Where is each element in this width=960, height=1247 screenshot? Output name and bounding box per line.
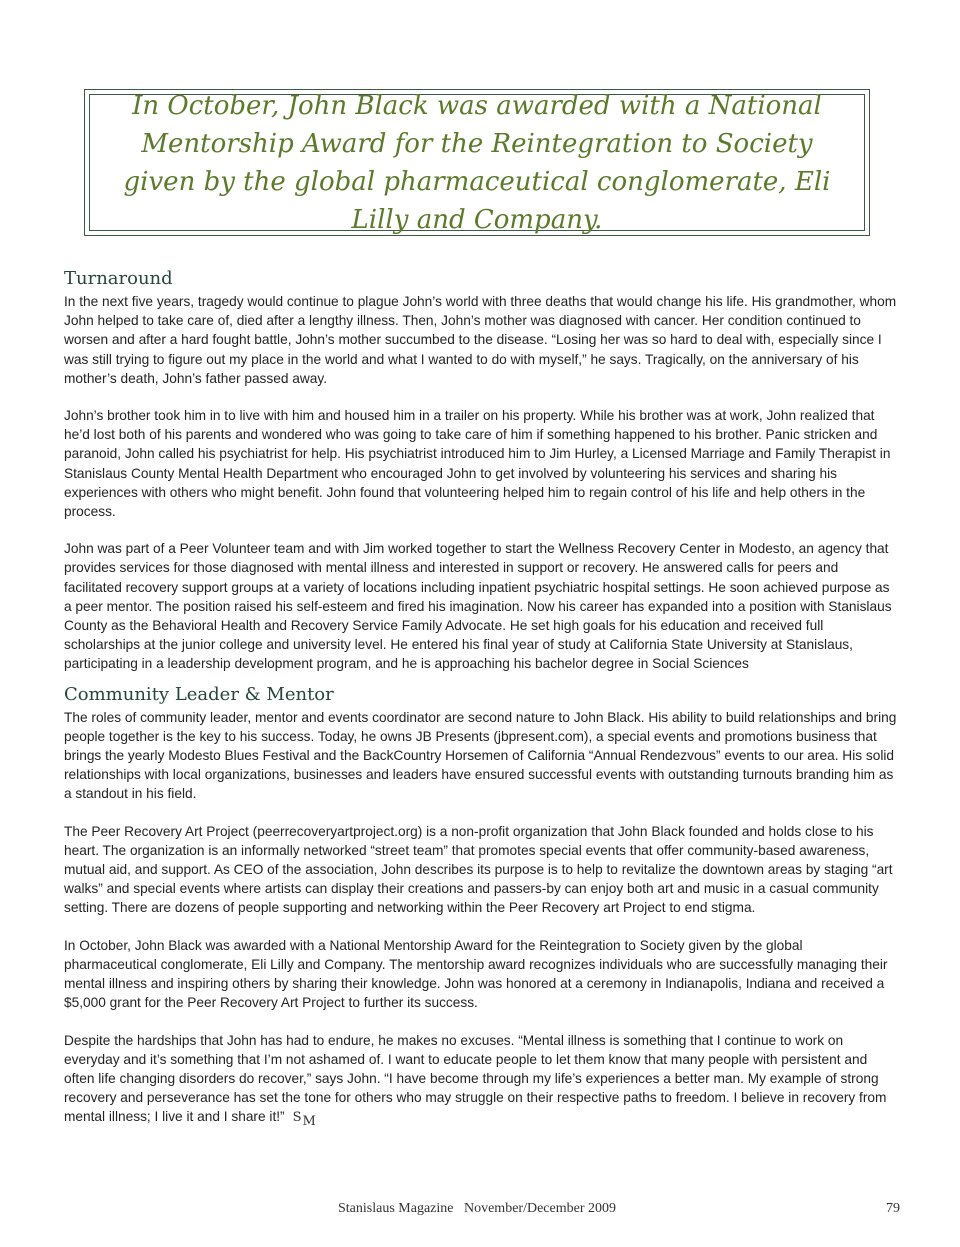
pull-quote-box <box>84 89 870 236</box>
closing-paragraph <box>64 1031 898 1128</box>
article-body <box>64 266 898 1128</box>
paragraph: In the next five years, tragedy would continue to plague John’s world with three deaths that would change his life. His grandmother, whom John helped to take care of, died after a lengthy illness. Then, John’s mother was diagnosed with cancer. Her condition continued to worsen and after a hard fought battle, John’s mother succumbed to the disease. “Losing her was so hard to deal with, especially since I was still trying to figure out my place in the world and what I wanted to do with myself,” he says. Tragically, on the anniversary of his mother’s death, John’s father passed away. <box>64 294 897 386</box>
closing-paragraph-text: Despite the hardships that John has had to endure, he makes no excuses. “Mental illness is something that I continue to work on everyday and it’s something that I’m not ashamed of. I want to educate people to let them know that many people with persistent and often life changing disorders do recover,” says John. “I have become through my life’s experiences a better man. My example of strong recovery and perseverance has set the tone for others who may struggle on their respective paths to freedom. I believe in recovery from mental illness; I live it and I share it!” <box>64 1032 887 1125</box>
footer-publication <box>338 1201 616 1217</box>
section-heading-community-leader: Community Leader & Mentor <box>64 683 334 705</box>
section-heading-turnaround: Turnaround <box>64 268 173 289</box>
page-number: 79 <box>886 1201 900 1216</box>
footer-issue: November/December 2009 <box>463 1201 616 1216</box>
pull-quote-text: In October, John Black was awarded with a National Mentorship Award for the Reintegration to Society given by the global pharmaceutical conglomerate, Eli Lilly and Company. <box>123 90 831 235</box>
paragraph: In October, John Black was awarded with a National Mentorship Award for the Reintegration to Society given by the global pharmaceutical conglomerate, Eli Lilly and Company. The mentorship award recognizes individuals who are successfully managing their mental illness and inspiring others by sharing their knowledge. John was honored at a ceremony in Indianapolis, Indiana and received a $5,000 grant for the Peer Recovery Art Project to further its success. <box>64 937 888 1011</box>
paragraph: John’s brother took him in to live with him and housed him in a trailer on his property. While his brother was at work, John realized that he’d lost both of his parents and wondered who was going to take care of him if something happened to his brother. Panic stricken and paranoid, John called his psychiatrist for help. His psychiatrist introduced him to Jim Hurley, a Licensed Marriage and Family Therapist in Stanislaus County Mental Health Department who encouraged John to get involved by volunteering his services and sharing his experiences with others who might benefit. John found that volunteering helped him to regain control of his life and help others in the process. <box>64 408 891 520</box>
paragraph: The roles of community leader, mentor and events coordinator are second nature to John Black. His ability to build relationships and bring people together is the key to his success. Today, he owns JB Presents (jbpresent.com), a special events and promotions business that brings the yearly Modesto Blues Festival and the BackCountry Horsemen of California “Annual Rendezvous” events to our area. His solid relationships with local organizations, businesses and leaders have ensured successful events with outstanding turnouts branding him as a standout in his field. <box>64 709 897 802</box>
footer-magazine-name: Stanislaus Magazine <box>338 1201 454 1216</box>
end-mark-logo: SM <box>292 1110 317 1130</box>
paragraph: John was part of a Peer Volunteer team and with Jim worked together to start the Wellness Recovery Center in Modesto, an agency that provides services for those diagnosed with mental illness and interested in support or recovery. He answered calls for peers and facilitated recovery support groups at a variety of locations including inpatient psychiatric hospital settings. He soon achieved purpose as a peer mentor. The position raised his self-esteem and fired his imagination. Now his career has expanded into a position with Stanislaus County as the Behavioral Health and Recovery Service Family Advocate. He set high goals for his education and received full scholarships at the junior college and university level. He entered his final year of study at California State University at Stanislaus, participating in a leadership development program, and he is approaching his bachelor degree in Social Sciences <box>64 541 892 672</box>
paragraph: The Peer Recovery Art Project (peerrecoveryartproject.org) is a non-profit organization that John Black founded and holds close to his heart. The organization is an informally networked “street team” that promotes special events that offer community-based awareness, mutual aid, and support. As CEO of the association, John describes its purpose is to help to revitalize the downtown areas by staging “art walks” and special events where artists can display their creations and passers-by can enjoy both art and music in a casual community setting. There are dozens of people supporting and networking within the Peer Recovery art Project to end stigma. <box>64 823 893 916</box>
pull-quote-inner-border <box>89 90 865 235</box>
